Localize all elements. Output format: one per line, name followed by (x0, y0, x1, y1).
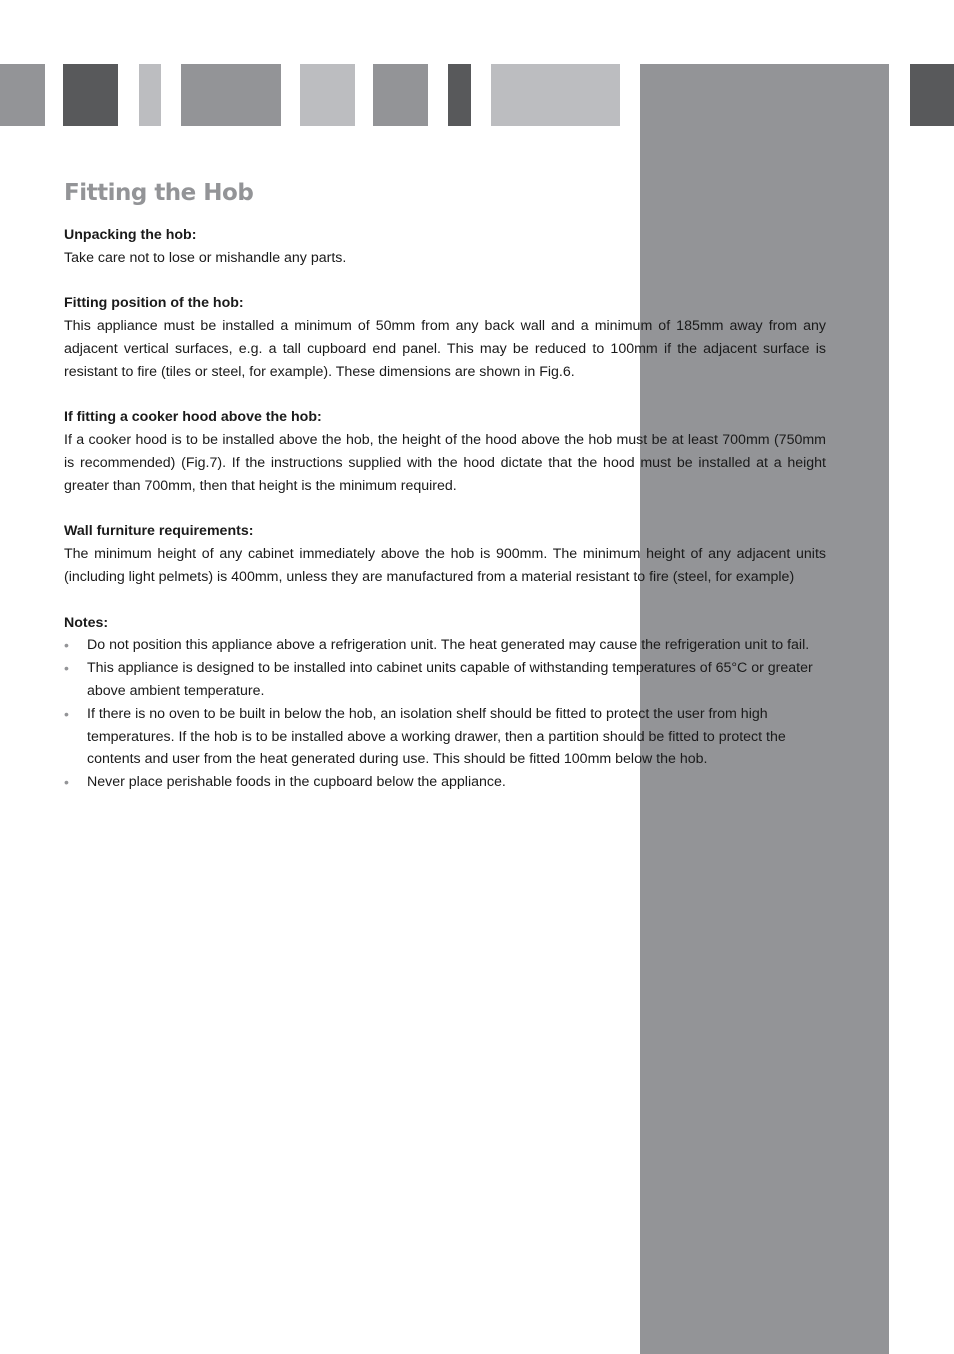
document-content (64, 176, 826, 817)
header-band-block-2 (63, 64, 118, 126)
section-heading: Fitting position of the hob: (64, 295, 244, 312)
note-text: Do not position this appliance above a refrigeration unit. The heat generated may cause the refrigeration unit to fail. (87, 637, 810, 654)
section-body: Take care not to lose or mishandle any parts. (64, 249, 347, 266)
section-heading: Wall furniture requirements: (64, 523, 254, 540)
header-band-block-1 (0, 64, 45, 126)
bullet-icon: • (64, 705, 69, 722)
header-band-block-8 (491, 64, 620, 126)
section-unpacking (64, 224, 826, 270)
section-cooker-hood (64, 406, 826, 497)
section-fitting-position (64, 292, 826, 383)
page-title: Fitting the Hob (64, 180, 254, 206)
header-band-block-6 (373, 64, 428, 126)
list-item (64, 703, 826, 771)
section-body: This appliance must be installed a minimum of 50mm from any back wall and a minimum of 185mm away from any adjacent vertical surfaces, e.g. a tall cupboard end panel. This may be reduced to 100mm if the adjacent surface is resistant to fire (tiles or steel, for example). These dimensions are shown in Fig.6. (64, 318, 826, 380)
header-band-block-9 (910, 64, 954, 126)
note-text: Never place perishable foods in the cupboard below the appliance. (87, 774, 506, 791)
list-item (64, 657, 826, 703)
bullet-icon: • (64, 637, 69, 654)
section-body: The minimum height of any cabinet immediately above the hob is 900mm. The minimum height of any adjacent units (including light pelmets) is 400mm, unless they are manufactured from a material resistant to fire (steel, for example) (64, 546, 826, 585)
notes-heading: Notes: (64, 614, 109, 631)
bullet-icon: • (64, 774, 69, 791)
section-heading: If fitting a cooker hood above the hob: (64, 409, 322, 426)
header-band-block-3 (139, 64, 161, 126)
section-notes (64, 612, 826, 794)
note-text: This appliance is designed to be installed into cabinet units capable of withstanding temperatures of 65°C or greater above ambient temperature. (87, 660, 813, 699)
section-heading: Unpacking the hob: (64, 227, 197, 243)
header-band-block-4 (181, 64, 281, 126)
notes-list (64, 634, 826, 794)
list-item (64, 771, 826, 794)
header-band-block-7 (448, 64, 471, 126)
section-wall-furniture (64, 520, 826, 588)
note-text: If there is no oven to be built in below the hob, an isolation shelf should be fitted to protect the user from high temperatures. If the hob is to be installed above a working drawer, then a partition should be fitted to protect the contents and user from the heat generated during use. This should be fitted 100mm below the hob. (87, 705, 786, 768)
bullet-icon: • (64, 660, 69, 677)
list-item (64, 634, 826, 657)
header-band-block-5 (300, 64, 355, 126)
section-body: If a cooker hood is to be installed above the hob, the height of the hood above the hob must be at least 700mm (750mm is recommended) (Fig.7). If the instructions supplied with the hood dictate that the hood must be installed at a height greater than 700mm, then that height is the minimum required. (64, 432, 826, 494)
